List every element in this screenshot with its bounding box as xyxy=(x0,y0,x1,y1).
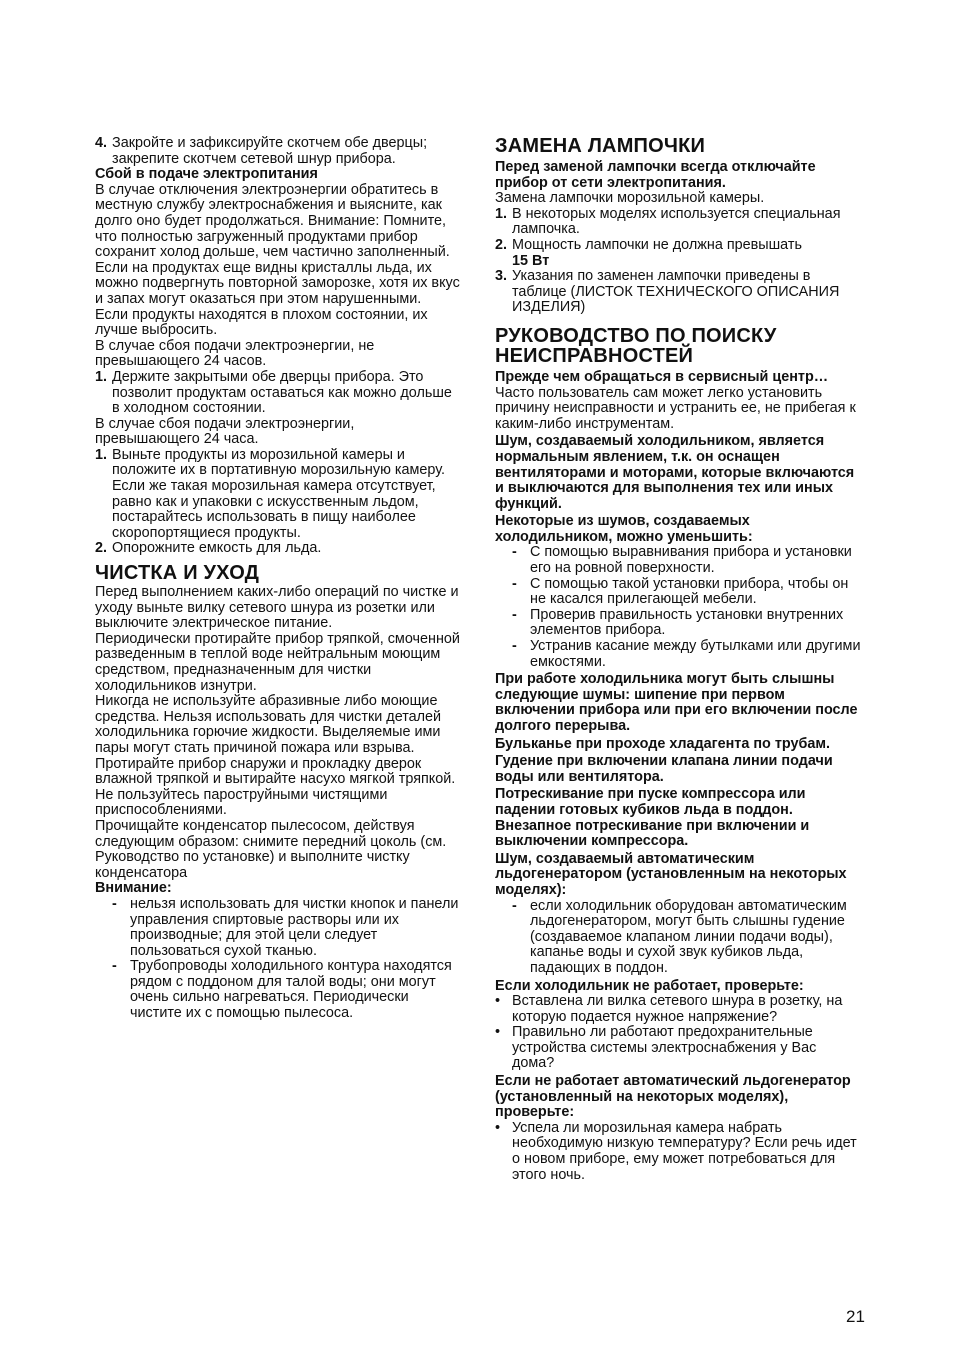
dash-item xyxy=(95,897,461,959)
paragraph: Прочищайте конденсатор пылесосом, действуя следующим образом: снимите передний цоколь (см. Руководство по установке) и выполните чистку конденсатора xyxy=(95,817,447,881)
numbered-item xyxy=(95,541,461,557)
dash-item xyxy=(495,608,861,639)
item-number: 2. xyxy=(495,236,508,253)
item-text: Правильно ли работают предохранительные устройства системы электроснабжения у Вас дома? xyxy=(512,1024,817,1072)
item-number: 1. xyxy=(95,446,108,463)
item-number: 1. xyxy=(495,205,508,222)
numbered-item xyxy=(495,238,861,269)
paragraph: Перед выполнением каких-либо операций по чистке и уходу выньте вилку сетевого шнура из розетки или выключите электрическое питание. xyxy=(95,584,459,632)
bullet-marker: • xyxy=(495,1024,501,1041)
dash-item xyxy=(495,639,861,670)
lead: Прежде чем обращаться в сервисный центр… xyxy=(495,368,829,385)
numbered-item xyxy=(95,370,461,417)
paragraph: В случае отключения электроэнергии обратитесь в местную службу электроснабжения и выясните, как долго оно будет продолжаться. Внимание: Помните, что полностью загруженный продуктами прибор сохранит холод дольше, чем частично заполненный. xyxy=(95,181,450,261)
dash-item xyxy=(495,577,861,608)
dash-marker: - xyxy=(512,897,517,914)
item-number: 4. xyxy=(95,135,108,151)
bold-paragraph: Потрескивание при пуске компрессора или падении готовых кубиков льда в поддон. Внезапное потрескивание при включении и выключении компрессора. xyxy=(495,786,810,850)
left-column xyxy=(95,136,461,1022)
paragraph: Протирайте прибор снаружи и прокладку дверок влажной тряпкой и вытирайте насухо мягкой тряпкой. xyxy=(95,755,456,788)
dash-marker: - xyxy=(512,544,517,561)
numbered-item xyxy=(95,136,461,167)
power-failure-title: Сбой в подаче электропитания xyxy=(95,166,318,183)
lamp-warning: Перед заменой лампочки всегда отключайте прибор от сети электропитания. xyxy=(495,159,816,191)
dash-item xyxy=(495,899,861,977)
item-text: если холодильник оборудован автоматическим льдогенератором, могут быть слышны гудение (создаваемое клапаном линии подачи воды), капанье воды и сухой звук кубиков льда, падающих в поддон. xyxy=(530,897,847,976)
numbered-item xyxy=(95,448,461,542)
item-number: 3. xyxy=(495,268,508,285)
wattage: 15 Вт xyxy=(512,252,550,269)
item-text: нельзя использовать для чистки кнопок и панели управления спиртовые растворы или их производные; для этой цели следует пользоваться сухой тканью. xyxy=(130,895,459,959)
bullet-item xyxy=(495,994,861,1025)
page-number: 21 xyxy=(846,1307,865,1326)
dash-item xyxy=(95,959,461,1021)
dash-marker: - xyxy=(512,638,517,655)
item-number: 1. xyxy=(95,368,108,385)
dash-item xyxy=(495,545,861,576)
item-text: Проверив правильность установки внутренних элементов прибора. xyxy=(530,606,844,639)
paragraph: Часто пользователь сам может легко установить причину неисправности и устранить ее, не прибегая к каким-либо инструментам. xyxy=(495,384,856,432)
bold-paragraph: При работе холодильника могут быть слышны следующие шумы: шипение при первом включении прибора или при его включении после долгого перерыва. xyxy=(495,671,858,734)
dash-marker: - xyxy=(112,958,117,975)
warning-title: Внимание: xyxy=(95,880,172,897)
bullet-item xyxy=(495,1121,861,1183)
bold-paragraph: Бульканье при проходе хладагента по трубам. xyxy=(495,735,831,752)
dash-marker: - xyxy=(512,606,517,623)
bullet-marker: • xyxy=(495,1119,501,1136)
bold-paragraph: Шум, создаваемый автоматическим льдогенератором (установленным на некоторых моделях): xyxy=(495,850,847,898)
lamp-heading: ЗАМЕНА ЛАМПОЧКИ xyxy=(495,135,706,157)
bold-paragraph: Если не работает автоматический льдогенератор (установленный на некоторых моделях), проверьте: xyxy=(495,1073,851,1121)
bold-paragraph: Шум, создаваемый холодильником, является нормальным явлением, т.к. он оснащен вентиляторами и моторами, которые включаются и выключаются для выполнения тех или иных функций. xyxy=(495,433,855,512)
cleaning-heading: ЧИСТКА И УХОД xyxy=(95,562,260,585)
item-text: Выньте продукты из морозильной камеры и положите их в портативную морозильную камеру. Если же такая морозильная камера отсутствует, равно как и упаковки с искусственным льдом, постарайтесь использовать в пищу наиболее скоропортящиеся продукты. xyxy=(112,446,445,541)
dash-marker: - xyxy=(512,575,517,592)
paragraph: Замена лампочки морозильной камеры. xyxy=(495,190,765,207)
item-text: Закройте и зафиксируйте скотчем обе дверцы; закрепите скотчем сетевой шнур прибора. xyxy=(112,135,428,167)
bullet-marker: • xyxy=(495,993,501,1010)
paragraph: В случае сбоя подачи электроэнергии, не превышающего 24 часов. xyxy=(95,337,375,370)
right-column xyxy=(495,136,861,1183)
paragraph: Если продукты находятся в плохом состоянии, их лучше выбросить. xyxy=(95,306,428,339)
dash-marker: - xyxy=(112,895,117,912)
bold-paragraph: Если холодильник не работает, проверьте: xyxy=(495,977,804,994)
item-text: Трубопроводы холодильного контура находятся рядом с поддоном для талой воды; они могут очень сильно нагреваться. Периодически чистите их с помощью пылесоса. xyxy=(130,958,452,1022)
item-text: Опорожните емкость для льда. xyxy=(112,540,322,557)
item-text: Успела ли морозильная камера набрать необходимую низкую температуру? Если речь идет о новом приборе, ему может потребоваться для этого ночь. xyxy=(512,1119,857,1183)
troubleshooting-heading: РУКОВОДСТВО ПО ПОИСКУ НЕИСПРАВНОСТЕЙ xyxy=(495,324,777,367)
paragraph: Никогда не используйте абразивные либо моющие средства. Нельзя использовать для чистки деталей холодильника горючие жидкости. Выделяемые ими пары могут стать причиной пожара или взрыва. xyxy=(95,693,442,756)
paragraph: Не пользуйтесь пароструйными чистящими приспособлениями. xyxy=(95,786,388,819)
bold-paragraph: Гудение при включении клапана линии подачи воды или вентилятора. xyxy=(495,753,833,785)
paragraph: Если на продуктах еще видны кристаллы льда, их можно подвергнуть повторной заморозке, хотя их вкус и запах могут оказаться при этом нарушенными. xyxy=(95,259,460,307)
item-text: Вставлена ли вилка сетевого шнура в розетку, на которую подается нужное напряжение? xyxy=(512,993,843,1025)
bold-paragraph: Некоторые из шумов, создаваемых холодильником, можно уменьшить: xyxy=(495,513,753,545)
item-text: Указания по заменен лампочки приведены в таблице (ЛИСТОК ТЕХНИЧЕСКОГО ОПИСАНИЯ ИЗДЕЛИЯ) xyxy=(512,268,840,316)
item-text: В некоторых моделях используется специальная лампочка. xyxy=(512,205,841,238)
numbered-item xyxy=(495,207,861,238)
item-text: Устранив касание между бутылками или другими емкостями. xyxy=(530,638,861,670)
paragraph: В случае сбоя подачи электроэнергии, превышающего 24 часа. xyxy=(95,415,355,448)
item-text: Держите закрытыми обе дверцы прибора. Это позволит продуктам оставаться как можно дольше в холодном состоянии. xyxy=(112,368,452,417)
paragraph: Периодически протирайте прибор тряпкой, смоченной разведенным в теплой воде нейтральным моющим средством, предназначенным для чистки холодильников изнутри. xyxy=(95,630,460,694)
item-text: С помощью выравнивания прибора и установки его на ровной поверхности. xyxy=(530,544,852,577)
item-text: С помощью такой установки прибора, чтобы он не касался прилегающей мебели. xyxy=(530,575,849,608)
numbered-item xyxy=(495,269,861,316)
item-number: 2. xyxy=(95,540,108,557)
bullet-item xyxy=(495,1025,861,1072)
item-text: Мощность лампочки не должна превышать xyxy=(512,236,802,253)
